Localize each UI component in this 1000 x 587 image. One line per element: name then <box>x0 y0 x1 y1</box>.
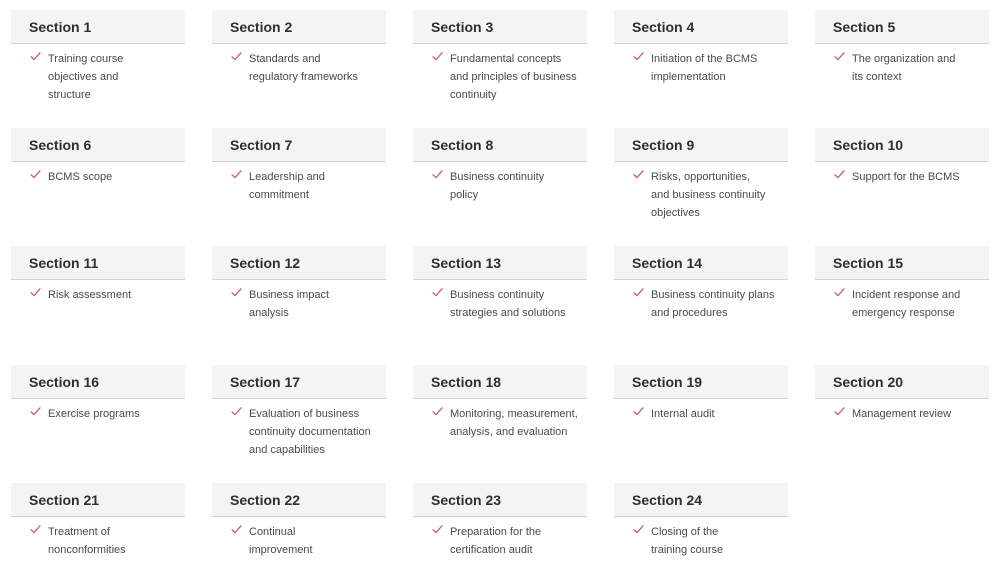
section-card-19 <box>614 365 788 422</box>
checkmark-icon <box>432 524 443 535</box>
section-card-6 <box>11 128 185 185</box>
section-item-text: Business impact analysis <box>249 289 330 319</box>
section-title: Section 21 <box>29 491 100 508</box>
section-header <box>212 483 386 517</box>
checkmark-icon <box>231 51 242 62</box>
section-item <box>614 399 788 422</box>
section-item-text: Business continuity policy <box>450 171 545 201</box>
section-item <box>815 399 989 422</box>
checkmark-icon <box>834 51 845 62</box>
section-header <box>614 246 788 280</box>
section-card-10 <box>815 128 989 185</box>
section-item <box>815 44 989 85</box>
section-card-13 <box>413 246 587 321</box>
checkmark-icon <box>30 169 41 180</box>
section-item-text: Standards and regulatory frameworks <box>249 53 358 83</box>
checkmark-icon <box>231 406 242 417</box>
section-title: Section 19 <box>632 373 703 390</box>
section-header <box>815 365 989 399</box>
section-header <box>614 10 788 44</box>
section-card-21 <box>11 483 185 558</box>
checkmark-icon <box>834 169 845 180</box>
section-card-16 <box>11 365 185 422</box>
section-item <box>11 44 185 103</box>
section-item-text: Monitoring, measurement, analysis, and evaluation <box>450 408 578 438</box>
section-card-14 <box>614 246 788 321</box>
section-header <box>11 483 185 517</box>
section-item-text: Leadership and commitment <box>249 171 325 201</box>
section-card-11 <box>11 246 185 303</box>
section-title: Section 23 <box>431 491 502 508</box>
section-title: Section 7 <box>230 136 293 153</box>
section-title: Section 12 <box>230 254 301 271</box>
section-header <box>413 246 587 280</box>
section-item-text: Fundamental concepts and principles of business continuity <box>450 53 577 101</box>
section-item-text: Business continuity strategies and solutions <box>450 289 566 319</box>
section-header <box>614 483 788 517</box>
section-title: Section 2 <box>230 18 293 35</box>
section-card-2 <box>212 10 386 85</box>
section-title: Section 9 <box>632 136 695 153</box>
checkmark-icon <box>30 51 41 62</box>
section-card-3 <box>413 10 587 103</box>
section-card-1 <box>11 10 185 103</box>
section-item-text: Support for the BCMS <box>852 171 960 183</box>
checkmark-icon <box>30 406 41 417</box>
section-item <box>11 162 185 185</box>
checkmark-icon <box>432 406 443 417</box>
section-header <box>815 10 989 44</box>
section-card-8 <box>413 128 587 203</box>
section-item-text: Continual improvement <box>249 526 313 556</box>
section-item-text: Treatment of nonconformities <box>48 526 126 556</box>
checkmark-icon <box>432 51 443 62</box>
section-item <box>413 399 587 440</box>
section-header <box>11 246 185 280</box>
section-item <box>815 280 989 321</box>
section-header <box>212 10 386 44</box>
section-title: Section 20 <box>833 373 904 390</box>
checkmark-icon <box>633 169 644 180</box>
section-item-text: Management review <box>852 408 952 420</box>
section-item-text: Risks, opportunities, and business continuity objectives <box>651 171 766 219</box>
section-header <box>614 365 788 399</box>
section-header <box>11 128 185 162</box>
checkmark-icon <box>834 287 845 298</box>
section-item <box>212 517 386 558</box>
section-item <box>413 280 587 321</box>
section-title: Section 24 <box>632 491 703 508</box>
section-title: Section 14 <box>632 254 703 271</box>
section-header <box>212 246 386 280</box>
section-header <box>212 365 386 399</box>
section-item-text: Risk assessment <box>48 289 132 301</box>
checkmark-icon <box>633 287 644 298</box>
checkmark-icon <box>30 524 41 535</box>
section-title: Section 13 <box>431 254 502 271</box>
section-title: Section 3 <box>431 18 494 35</box>
section-header <box>614 128 788 162</box>
section-item <box>815 162 989 185</box>
section-item <box>413 517 587 558</box>
section-item <box>614 44 788 85</box>
checkmark-icon <box>432 169 443 180</box>
section-card-5 <box>815 10 989 85</box>
section-item <box>11 280 185 303</box>
checkmark-icon <box>834 406 845 417</box>
section-header <box>815 246 989 280</box>
section-title: Section 6 <box>29 136 92 153</box>
section-item-text: Training course objectives and structure <box>48 53 124 101</box>
section-card-24 <box>614 483 788 558</box>
section-header <box>11 365 185 399</box>
section-item <box>413 44 587 103</box>
section-header <box>413 365 587 399</box>
section-item-text: Initiation of the BCMS implementation <box>651 53 758 83</box>
section-title: Section 10 <box>833 136 904 153</box>
section-title: Section 5 <box>833 18 896 35</box>
section-title: Section 15 <box>833 254 904 271</box>
checkmark-icon <box>633 406 644 417</box>
section-item <box>11 399 185 422</box>
checkmark-icon <box>231 287 242 298</box>
checkmark-icon <box>633 51 644 62</box>
section-item-text: The organization and its context <box>852 53 956 83</box>
section-item <box>212 162 386 203</box>
section-item-text: BCMS scope <box>48 171 113 183</box>
section-item <box>212 399 386 458</box>
checkmark-icon <box>30 287 41 298</box>
section-card-18 <box>413 365 587 440</box>
section-card-12 <box>212 246 386 321</box>
checkmark-icon <box>231 169 242 180</box>
section-item <box>614 280 788 321</box>
section-header <box>413 483 587 517</box>
section-card-4 <box>614 10 788 85</box>
section-item <box>413 162 587 203</box>
section-item-text: Exercise programs <box>48 408 140 420</box>
section-card-9 <box>614 128 788 221</box>
section-card-17 <box>212 365 386 458</box>
checkmark-icon <box>231 524 242 535</box>
section-item <box>212 44 386 85</box>
section-item-text: Closing of the training course <box>651 526 724 556</box>
section-header <box>413 10 587 44</box>
section-card-22 <box>212 483 386 558</box>
checkmark-icon <box>432 287 443 298</box>
section-card-7 <box>212 128 386 203</box>
section-header <box>815 128 989 162</box>
section-title: Section 4 <box>632 18 695 35</box>
section-item-text: Internal audit <box>651 408 715 420</box>
section-item <box>614 162 788 221</box>
section-card-20 <box>815 365 989 422</box>
section-item-text: Evaluation of business continuity documentation and capabilities <box>249 408 371 456</box>
section-header <box>413 128 587 162</box>
checkmark-icon <box>633 524 644 535</box>
section-item <box>212 280 386 321</box>
section-item <box>11 517 185 558</box>
section-title: Section 18 <box>431 373 502 390</box>
section-title: Section 22 <box>230 491 301 508</box>
section-title: Section 16 <box>29 373 100 390</box>
section-header <box>212 128 386 162</box>
section-item-text: Business continuity plans and procedures <box>651 289 775 319</box>
section-item-text: Incident response and emergency response <box>852 289 961 319</box>
section-title: Section 17 <box>230 373 301 390</box>
section-card-23 <box>413 483 587 558</box>
section-title: Section 11 <box>29 254 99 271</box>
section-card-15 <box>815 246 989 321</box>
section-item <box>614 517 788 558</box>
section-title: Section 1 <box>29 18 92 35</box>
section-title: Section 8 <box>431 136 494 153</box>
section-header <box>11 10 185 44</box>
section-item-text: Preparation for the certification audit <box>450 526 542 556</box>
